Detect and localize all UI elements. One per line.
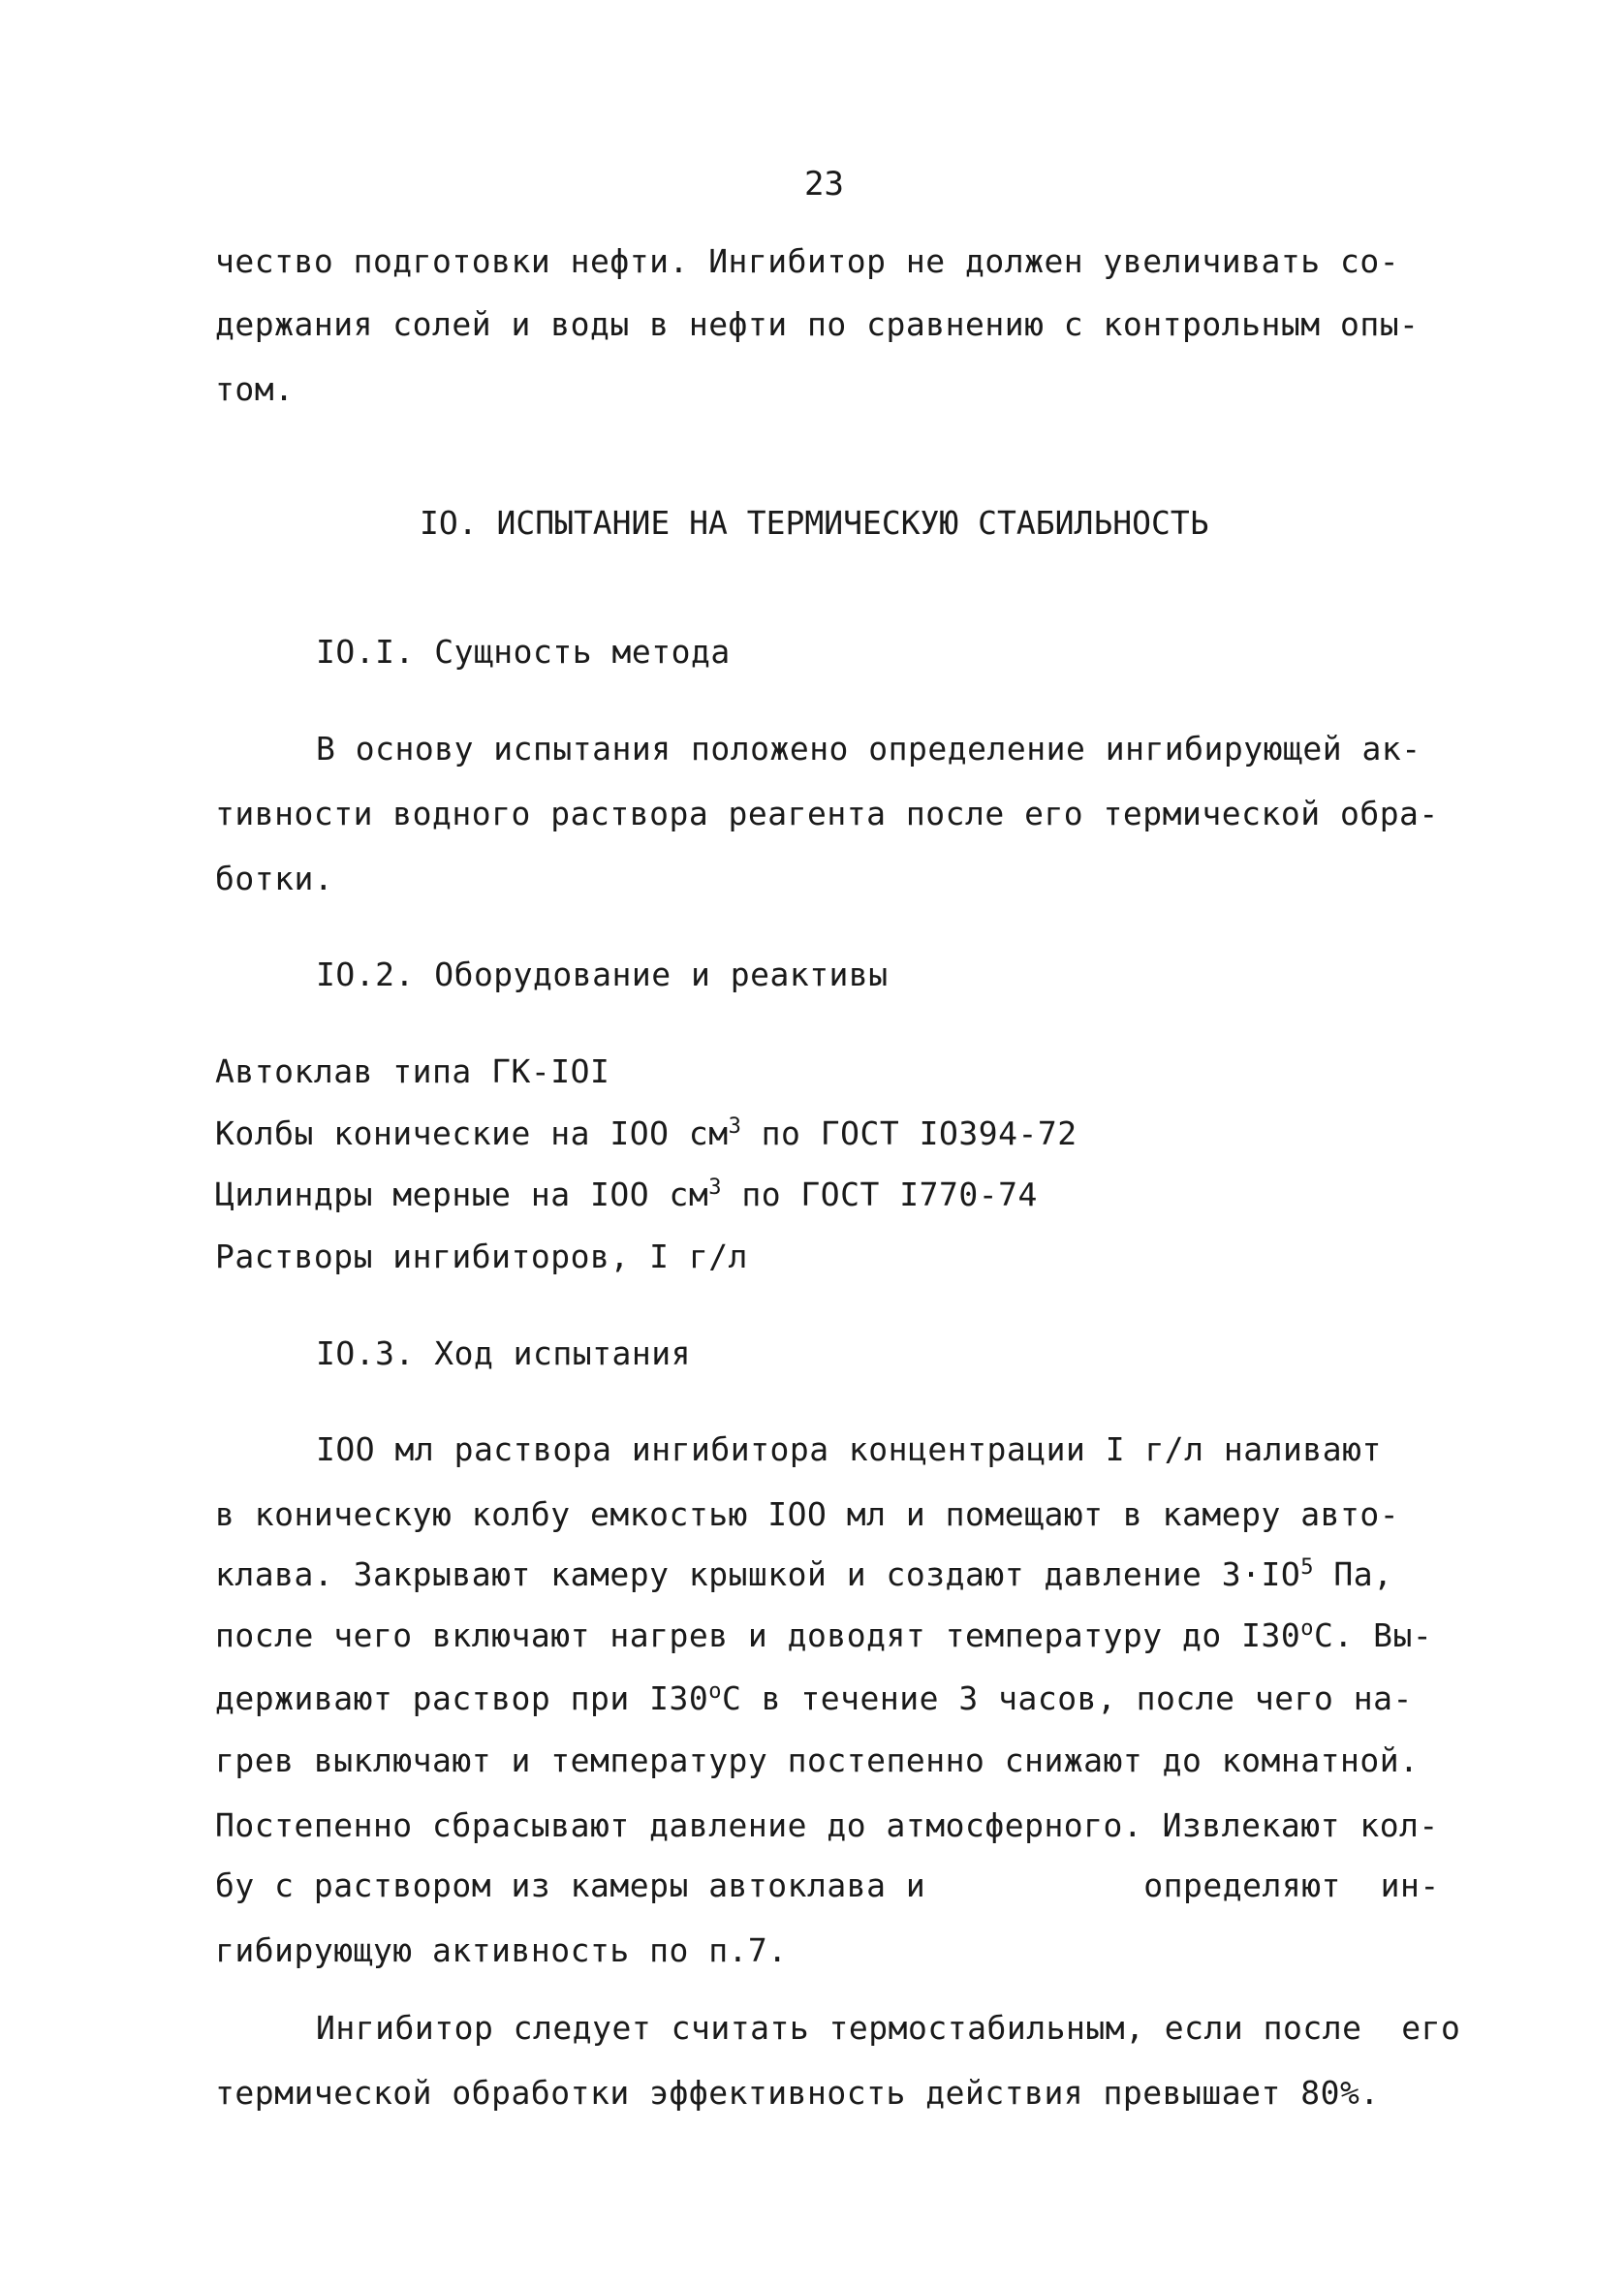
procedure-line-1: IOO мл раствора ингибитора концентрации I г/л наливают (316, 1430, 1382, 1468)
equipment-item-rest: по ГОСТ I770-74 (721, 1176, 1038, 1213)
procedure-line-9: гибирующую активность по п.7. (215, 1931, 788, 1969)
equipment-item-1 (215, 1052, 609, 1091)
equipment-item-text: Растворы ингибиторов, I г/л (215, 1238, 748, 1275)
superscript: 5 (1300, 1555, 1314, 1580)
text-run: после чего включают нагрев и доводят температуру до I30 (215, 1616, 1301, 1654)
text-run: клава. Закрывают камеру крышкой и создают давление 3·IO (215, 1555, 1301, 1593)
superscript: о (708, 1679, 722, 1704)
superscript: о (1300, 1616, 1314, 1641)
intro-line-3: том. (215, 370, 295, 408)
text-run: С в течение 3 часов, после чего на- (721, 1679, 1413, 1717)
procedure-line-6: грев выключают и температуру постепенно снижают до комнатной. (215, 1741, 1420, 1779)
equipment-item-text: Цилиндры мерные на IOO см (215, 1176, 709, 1213)
section-title: IO. ИСПЫТАНИЕ НА ТЕРМИЧЕСКУЮ СТАБИЛЬНОСТЬ (420, 504, 1209, 542)
subsection-1-title: IO.I. Сущность метода (316, 633, 731, 671)
intro-line-1: чество подготовки нефти. Ингибитор не должен увеличивать со- (215, 242, 1400, 280)
equipment-item-3 (215, 1176, 1038, 1214)
text-run: С. Вы- (1313, 1616, 1433, 1654)
equipment-item-text: Колбы конические на IOO см (215, 1114, 729, 1152)
sub1-line-3: ботки. (215, 860, 334, 897)
page-number: 23 (804, 165, 844, 204)
sub1-line-2: тивности водного раствора реагента после его термической обра- (215, 795, 1439, 832)
procedure-line-3 (215, 1555, 1392, 1594)
equipment-item-rest: по ГОСТ IO394-72 (741, 1114, 1077, 1152)
text-run: бу с раствором из камеры автоклава и (215, 1866, 926, 1904)
sub1-line-1: В основу испытания положено определение ингибирующей ак- (316, 730, 1421, 768)
superscript: 3 (728, 1114, 742, 1139)
equipment-item-4 (215, 1238, 748, 1276)
equipment-item-text: Автоклав типа ГК-IOI (215, 1052, 610, 1090)
text-run: Па, (1313, 1555, 1393, 1593)
subsection-2-title: IO.2. Оборудование и реактивы (316, 956, 889, 993)
procedure-line-5 (215, 1679, 1413, 1718)
procedure-line-2: в коническую колбу емкостью IOO мл и помещают в камеру авто- (215, 1495, 1400, 1533)
text-run: держивают раствор при I30 (215, 1679, 709, 1717)
procedure-line-8 (215, 1866, 1440, 1905)
superscript: 3 (708, 1176, 722, 1200)
procedure-line-4 (215, 1616, 1432, 1655)
conclusion-line-1: Ингибитор следует считать термостабильным, если после его (316, 2009, 1461, 2047)
intro-line-2: держания солей и воды в нефти по сравнению с контрольным опы- (215, 305, 1420, 343)
subsection-3-title: IO.3. Ход испытания (316, 1334, 691, 1372)
text-run: определяют ин- (1143, 1866, 1440, 1904)
equipment-item-2 (215, 1114, 1077, 1153)
conclusion-line-2: термической обработки эффективность действия превышает 80%. (215, 2074, 1380, 2112)
procedure-line-7: Постепенно сбрасывают давление до атмосферного. Извлекают кол- (215, 1806, 1439, 1844)
